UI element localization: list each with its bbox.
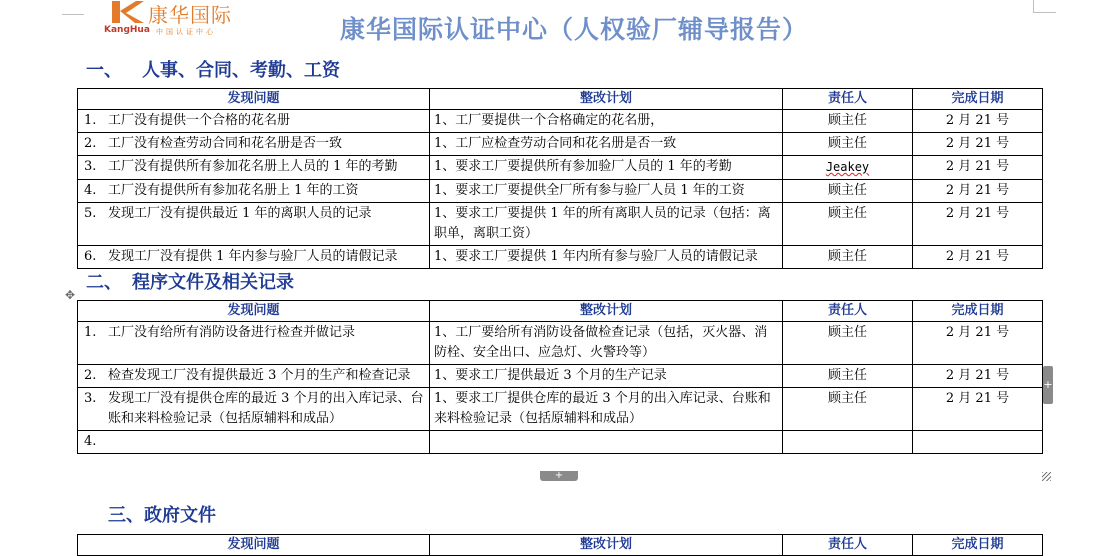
- row-number: 6.: [84, 249, 97, 264]
- column-header-issue: 发现问题: [78, 89, 430, 110]
- issue-cell[interactable]: [78, 156, 430, 180]
- issue-text: 工厂没有提供所有参加花名册上人员的 1 年的考勤: [108, 159, 398, 174]
- date-cell[interactable]: 2 月 21 号: [913, 110, 1043, 133]
- date-cell[interactable]: [913, 431, 1043, 454]
- row-number: 2.: [84, 136, 97, 151]
- table-row: [78, 322, 1043, 365]
- table-row: [78, 110, 1043, 133]
- issue-cell[interactable]: [78, 180, 430, 203]
- plan-cell[interactable]: 1、工厂应检查劳动合同和花名册是否一致: [430, 133, 783, 156]
- section-title: 人事、合同、考勤、工资: [142, 60, 340, 81]
- row-number: 4.: [84, 183, 97, 198]
- table-header-row: [78, 535, 1043, 556]
- date-cell[interactable]: 2 月 21 号: [913, 388, 1043, 431]
- issue-text: 检查发现工厂没有提供最近 3 个月的生产和检查记录: [108, 368, 411, 383]
- plan-cell[interactable]: 1、要求工厂要提供 1 年内所有参与验厂人员的请假记录: [430, 246, 783, 269]
- table-row: [78, 180, 1043, 203]
- table-row: [78, 388, 1043, 431]
- date-cell[interactable]: 2 月 21 号: [913, 322, 1043, 365]
- issue-text: 发现工厂没有提供最近 1 年的离职人员的记录: [108, 206, 372, 221]
- date-cell[interactable]: 2 月 21 号: [913, 156, 1043, 180]
- date-cell[interactable]: 2 月 21 号: [913, 180, 1043, 203]
- plan-cell[interactable]: 1、工厂要给所有消防设备做检查记录（包括，灭火器、消防栓、安全出口、应急灯、火警玲等）: [430, 322, 783, 365]
- owner-cell[interactable]: 顾主任: [783, 180, 913, 203]
- plan-cell[interactable]: 1、要求工厂提供仓库的最近 3 个月的出入库记录、台账和来料检验记录（包括原辅料和成品）: [430, 388, 783, 431]
- owner-cell[interactable]: 顾主任: [783, 203, 913, 246]
- owner-cell[interactable]: 顾主任: [783, 133, 913, 156]
- owner-cell[interactable]: 顾主任: [783, 246, 913, 269]
- issue-cell[interactable]: [78, 203, 430, 246]
- table-row: [78, 156, 1043, 180]
- table-row: [78, 246, 1043, 269]
- issue-cell[interactable]: [78, 322, 430, 365]
- issue-cell[interactable]: [78, 365, 430, 388]
- page-corner-mark: [1033, 0, 1056, 13]
- row-number: 3.: [84, 391, 97, 406]
- issue-cell[interactable]: [78, 388, 430, 431]
- date-cell[interactable]: 2 月 21 号: [913, 133, 1043, 156]
- document-title: 康华国际认证中心（人权验厂辅导报告）: [340, 15, 809, 44]
- section-heading-personnel: [86, 56, 340, 82]
- column-header-owner: 责任人: [783, 535, 913, 556]
- rectification-table-procedures: [77, 300, 1043, 454]
- section-heading-procedures: [86, 268, 294, 294]
- row-number: 3.: [84, 159, 97, 174]
- row-number: 5.: [84, 206, 97, 221]
- issue-text: 工厂没有提供一个合格的花名册: [108, 113, 291, 128]
- rectification-table-government: [77, 534, 1043, 556]
- column-header-issue: 发现问题: [78, 535, 430, 556]
- logo-name: 康华国际: [148, 3, 232, 27]
- add-row-button[interactable]: +: [540, 471, 578, 481]
- row-number: 4.: [84, 434, 97, 449]
- owner-cell[interactable]: [783, 156, 913, 180]
- column-header-owner: 责任人: [783, 301, 913, 322]
- issue-cell[interactable]: [78, 110, 430, 133]
- issue-text: 工厂没有检查劳动合同和花名册是否一致: [108, 136, 343, 151]
- section-number: 一、: [86, 60, 122, 81]
- plan-cell[interactable]: 1、要求工厂要提供所有参加验厂人员的 1 年的考勤: [430, 156, 783, 180]
- issue-text: [108, 432, 425, 452]
- table-move-handle-icon[interactable]: ✥: [64, 288, 76, 302]
- row-number: 2.: [84, 368, 97, 383]
- date-cell[interactable]: 2 月 21 号: [913, 203, 1043, 246]
- logo-english: KangHua: [104, 25, 150, 35]
- plan-cell[interactable]: 1、要求工厂提供最近 3 个月的生产记录: [430, 365, 783, 388]
- section-heading-government: [108, 501, 216, 527]
- column-header-date: 完成日期: [913, 89, 1043, 110]
- logo-tagline: 中国认证中心: [156, 28, 216, 36]
- column-header-plan: 整改计划: [430, 89, 783, 110]
- table-header-row: [78, 89, 1043, 110]
- table-row: [78, 203, 1043, 246]
- owner-cell[interactable]: 顾主任: [783, 322, 913, 365]
- column-header-date: 完成日期: [913, 535, 1043, 556]
- plan-cell[interactable]: 1、要求工厂要提供 1 年的所有离职人员的记录（包括：离职单，离职工资）: [430, 203, 783, 246]
- issue-text: 发现工厂没有提供 1 年内参与验厂人员的请假记录: [108, 249, 398, 264]
- table-row: [78, 365, 1043, 388]
- add-column-button[interactable]: +: [1043, 366, 1053, 404]
- rectification-table-personnel: [77, 88, 1043, 269]
- plan-cell[interactable]: [430, 431, 783, 454]
- column-header-date: 完成日期: [913, 301, 1043, 322]
- issue-text: 工厂没有提供所有参加花名册上 1 年的工资: [108, 183, 359, 198]
- owner-cell[interactable]: [783, 431, 913, 454]
- company-logo: [104, 0, 234, 38]
- table-header-row: [78, 301, 1043, 322]
- plan-cell[interactable]: 1、工厂要提供一个合格确定的花名册，: [430, 110, 783, 133]
- column-header-issue: 发现问题: [78, 301, 430, 322]
- issue-cell[interactable]: [78, 246, 430, 269]
- section-number: 二、: [86, 272, 122, 293]
- table-row: [78, 133, 1043, 156]
- date-cell[interactable]: 2 月 21 号: [913, 246, 1043, 269]
- row-number: 1.: [84, 113, 97, 128]
- logo-k-mark: [106, 0, 146, 24]
- owner-name-spellcheck: Jeakey: [825, 160, 870, 174]
- column-header-owner: 责任人: [783, 89, 913, 110]
- owner-cell[interactable]: 顾主任: [783, 388, 913, 431]
- table-row: [78, 431, 1043, 454]
- owner-cell[interactable]: 顾主任: [783, 365, 913, 388]
- issue-cell[interactable]: [78, 133, 430, 156]
- column-header-plan: 整改计划: [430, 535, 783, 556]
- section-title: 政府文件: [144, 505, 216, 526]
- issue-text: 工厂没有给所有消防设备进行检查并做记录: [108, 325, 356, 340]
- section-title: 程序文件及相关记录: [132, 272, 294, 293]
- issue-cell[interactable]: [78, 431, 430, 454]
- table-resize-handle-icon[interactable]: [1042, 472, 1051, 481]
- owner-cell[interactable]: 顾主任: [783, 110, 913, 133]
- section-number: 三、: [108, 505, 144, 526]
- issue-text: 发现工厂没有提供仓库的最近 3 个月的出入库记录、台账和来料检验记录（包括原辅料和成品）: [108, 391, 424, 426]
- plan-cell[interactable]: 1、要求工厂要提供全厂所有参与验厂人员 1 年的工资: [430, 180, 783, 203]
- row-number: 1.: [84, 325, 97, 340]
- date-cell[interactable]: 2 月 21 号: [913, 365, 1043, 388]
- column-header-plan: 整改计划: [430, 301, 783, 322]
- page-corner-mark: [62, 0, 84, 15]
